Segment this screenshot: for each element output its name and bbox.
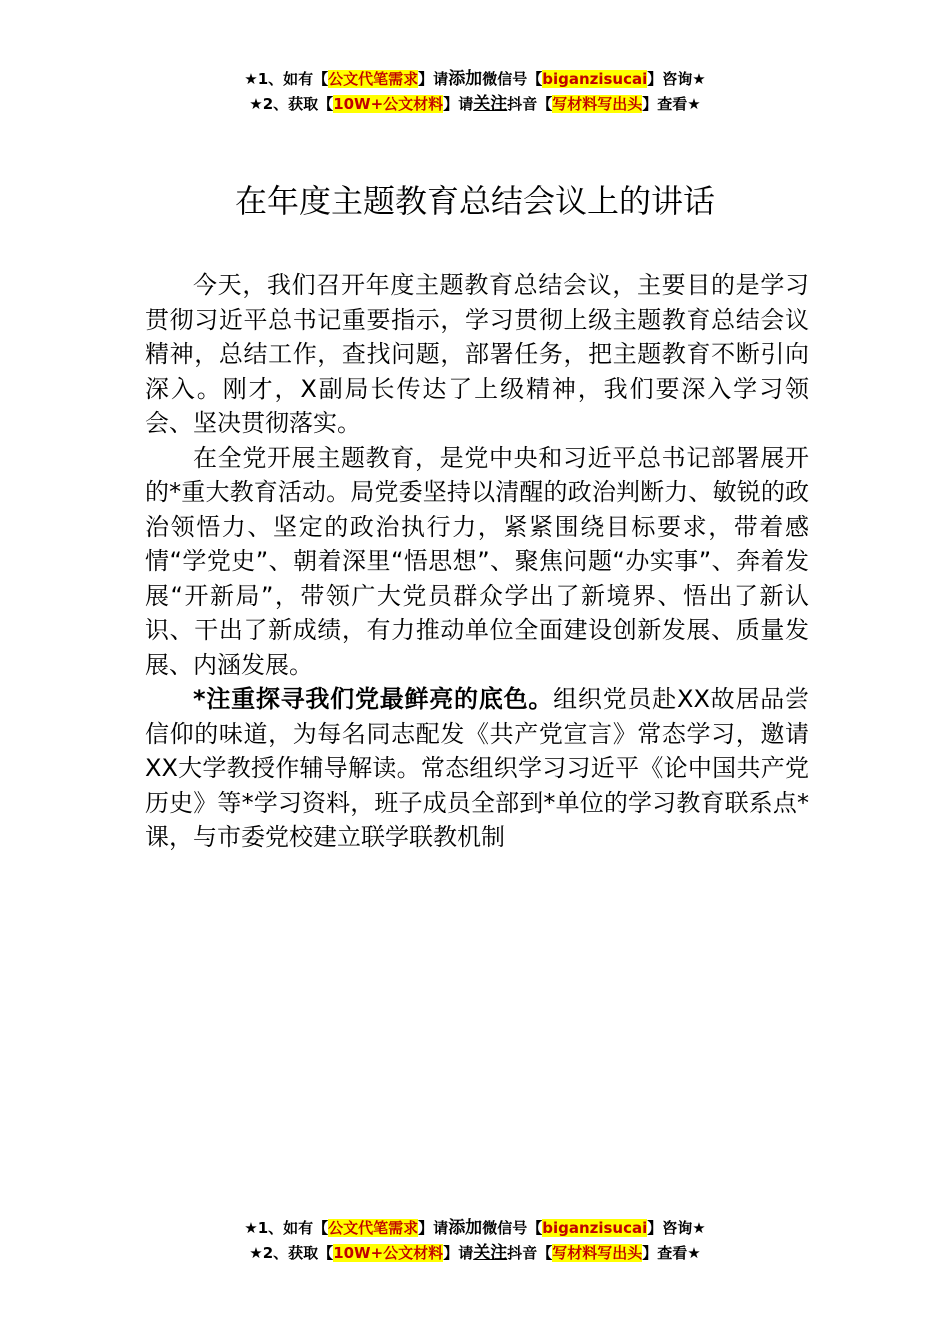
highlight-service: 公文代笔需求 bbox=[328, 70, 419, 88]
highlight-materials: 10W+公文材料 bbox=[333, 95, 444, 113]
document-title: 在年度主题教育总结会议上的讲话 bbox=[234, 182, 715, 220]
footer-line-1: ★1、如有【公文代笔需求】请添加微信号【biganzisucai】咨询★ bbox=[244, 1218, 706, 1238]
banner-line-1: ★1、如有【公文代笔需求】请添加微信号【biganzisucai】咨询★ bbox=[244, 69, 706, 89]
document-body bbox=[145, 268, 809, 855]
paragraph-3-lead: *注重探寻我们党最鲜亮的底色。 bbox=[193, 685, 554, 713]
paragraph-3: *注重探寻我们党最鲜亮的底色。组织党员赴XX故居品尝信仰的味道，为每名同志配发《共产党宣言》常态学习，邀请XX大学教授作辅导解读。常态组织学习习近平《论中国共产党历史》等*学习资料，班子成员全部到*单位的学习教育联系点*课，与市委党校建立联学联教机制 bbox=[145, 685, 809, 851]
highlight-douyin-account: 写材料写出头 bbox=[552, 95, 643, 113]
header-banner bbox=[0, 67, 950, 117]
paragraph-2: 在全党开展主题教育，是党中央和习近平总书记部署展开的*重大教育活动。局党委坚持以清醒的政治判断力、敏锐的政治领悟力、坚定的政治执行力，紧紧围绕目标要求，带着感情“学党史”、朝着深里“悟思想”、聚焦问题“办实事”、奔着发展“开新局”，带领广大党员群众学出了新境界、悟出了新认识、干出了新成绩，有力推动单位全面建设创新发展、质量发展、内涵发展。 bbox=[145, 443, 809, 679]
banner-line-2: ★2、获取【10W+公文材料】请关注抖音【写材料写出头】查看★ bbox=[249, 94, 701, 114]
footer-banner bbox=[0, 1216, 950, 1266]
paragraph-1: 今天，我们召开年度主题教育总结会议，主要目的是学习贯彻习近平总书记重要指示，学习贯彻上级主题教育总结会议精神，总结工作，查找问题，部署任务，把主题教育不断引向深入。刚才，X副局长传达了上级精神，我们要深入学习领会、坚决贯彻落实。 bbox=[145, 271, 809, 437]
footer-line-2: ★2、获取【10W+公文材料】请关注抖音【写材料写出头】查看★ bbox=[249, 1243, 701, 1263]
highlight-wechat-id: biganzisucai bbox=[542, 70, 648, 88]
